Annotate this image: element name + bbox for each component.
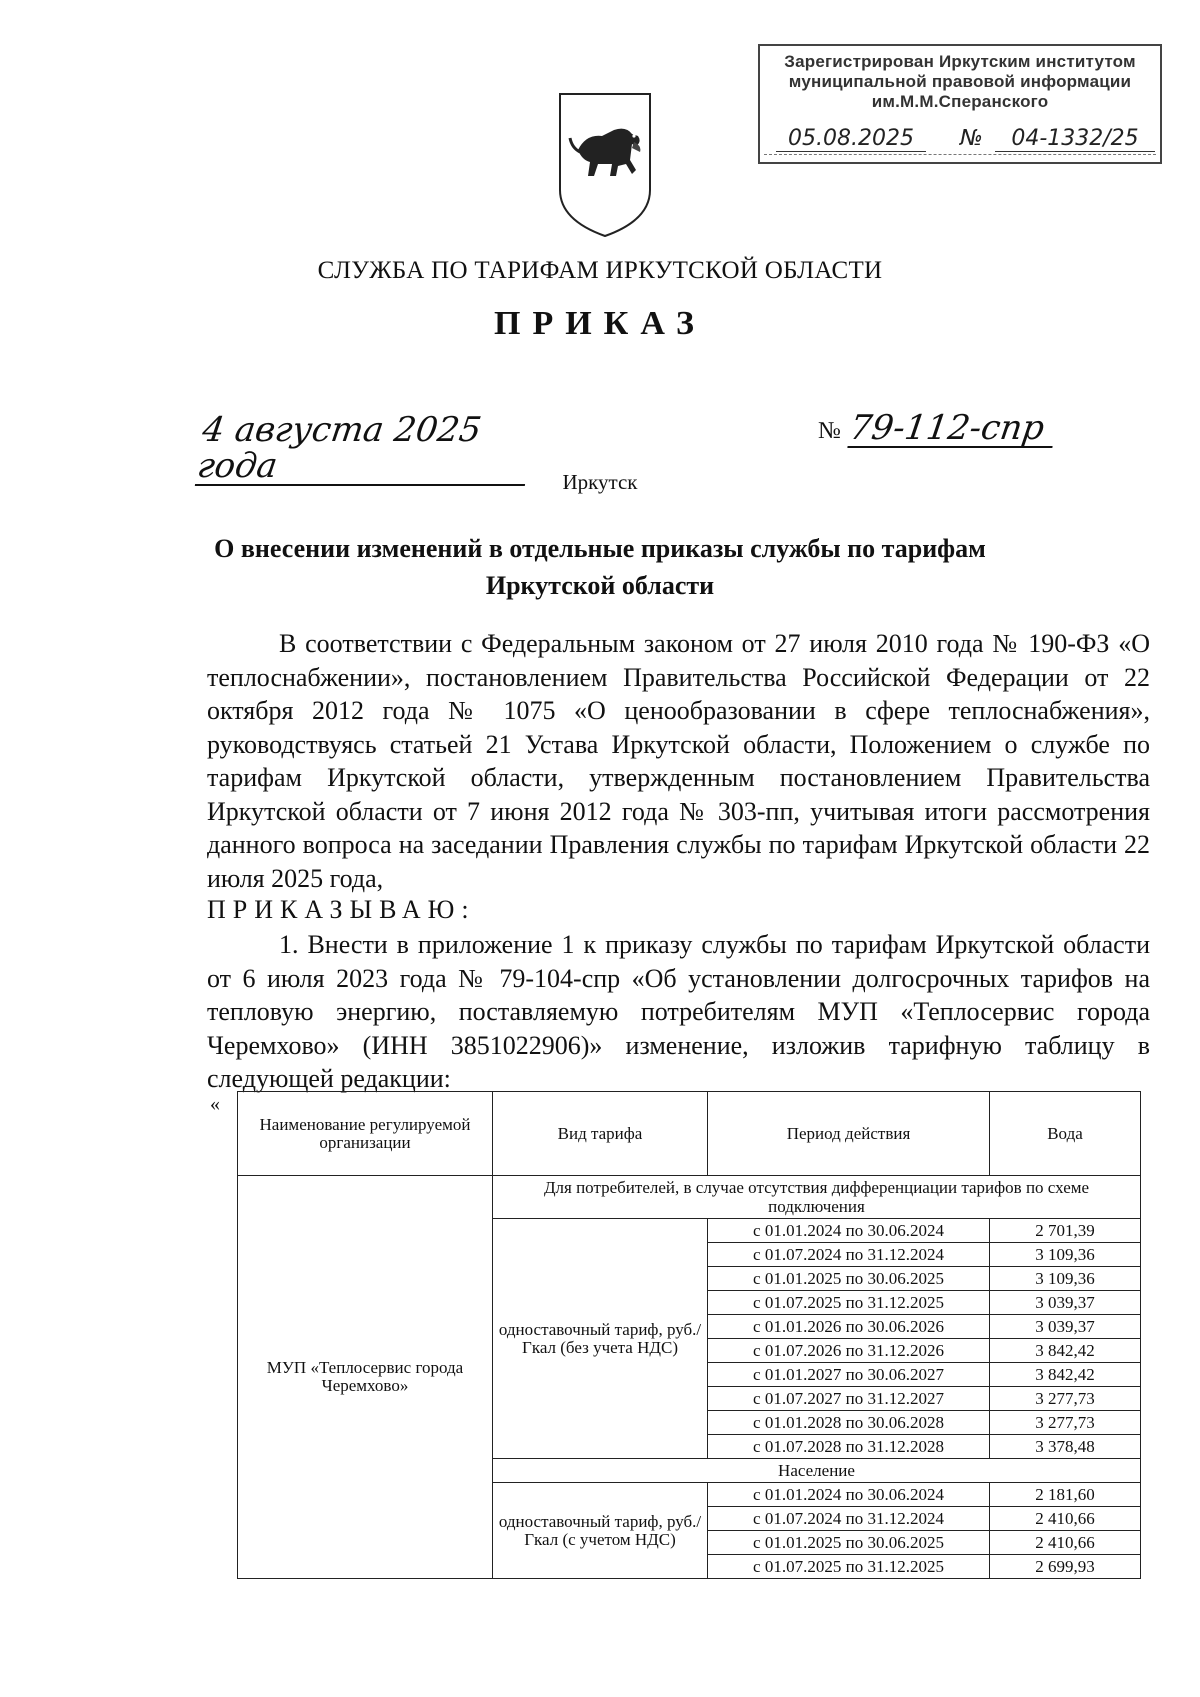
value-cell: 2 701,39 [990, 1219, 1141, 1243]
header-water: Вода [990, 1092, 1141, 1176]
value-cell: 2 181,60 [990, 1483, 1141, 1507]
group1-tariff-kind: одноставочный тариф, руб./Гкал (без учета НДС) [493, 1219, 708, 1459]
org-name-cell: МУП «Теплосервис города Черемхово» [238, 1176, 493, 1579]
group2-tariff-kind: одноставочный тариф, руб./Гкал (с учетом НДС) [493, 1483, 708, 1579]
value-cell: 3 109,36 [990, 1267, 1141, 1291]
opening-quote: « [210, 1093, 220, 1115]
period-cell: с 01.07.2025 по 31.12.2025 [708, 1291, 990, 1315]
header-tariff-kind: Вид тарифа [493, 1092, 708, 1176]
table-header-row [238, 1092, 1141, 1176]
period-cell: с 01.07.2028 по 31.12.2028 [708, 1435, 990, 1459]
agency-name: СЛУЖБА ПО ТАРИФАМ ИРКУТСКОЙ ОБЛАСТИ [317, 257, 883, 284]
coat-of-arms-emblem [556, 90, 654, 240]
group-2-label: Население [493, 1459, 1141, 1483]
value-cell: 3 039,37 [990, 1291, 1141, 1315]
stamp-line-1: Зарегистрирован Иркутским институтом [784, 52, 1136, 71]
period-cell: с 01.01.2025 по 30.06.2025 [708, 1267, 990, 1291]
period-cell: с 01.07.2026 по 31.12.2026 [708, 1339, 990, 1363]
period-cell: с 01.07.2025 по 31.12.2025 [708, 1555, 990, 1579]
value-cell: 3 842,42 [990, 1363, 1141, 1387]
period-cell: с 01.01.2024 по 30.06.2024 [708, 1219, 990, 1243]
tariff-table [237, 1091, 1141, 1579]
order-date: 4 августа 2025 года [195, 412, 535, 486]
period-cell: с 01.07.2024 по 31.12.2024 [708, 1243, 990, 1267]
value-cell: 3 109,36 [990, 1243, 1141, 1267]
stamp-line-2: муниципальной правовой информации [788, 72, 1132, 91]
stamp-number-label: № [960, 126, 983, 151]
value-cell: 2 410,66 [990, 1531, 1141, 1555]
document-title: О внесении изменений в отдельные приказы службы по тарифам Иркутской области [214, 534, 986, 600]
group-1-label: Для потребителей, в случае отсутствия дифференциации тарифов по схеме подключения [493, 1176, 1141, 1219]
period-cell: с 01.01.2025 по 30.06.2025 [708, 1531, 990, 1555]
period-cell: с 01.01.2028 по 30.06.2028 [708, 1411, 990, 1435]
value-cell: 3 378,48 [990, 1435, 1141, 1459]
period-cell: с 01.01.2027 по 30.06.2027 [708, 1363, 990, 1387]
value-cell: 2 410,66 [990, 1507, 1141, 1531]
period-cell: с 01.07.2024 по 31.12.2024 [708, 1507, 990, 1531]
order-number: 79-112-спр [847, 410, 1057, 448]
registration-stamp [758, 44, 1162, 164]
period-cell: с 01.01.2024 по 30.06.2024 [708, 1483, 990, 1507]
decree-word: ПРИКАЗЫВАЮ: [207, 895, 476, 924]
value-cell: 3 842,42 [990, 1339, 1141, 1363]
stamp-line-3: им.М.М.Сперанского [871, 92, 1049, 111]
value-cell: 3 039,37 [990, 1315, 1141, 1339]
city: Иркутск [562, 470, 638, 494]
value-cell: 2 699,93 [990, 1555, 1141, 1579]
stamp-number: 04-1332/25 [995, 126, 1155, 152]
header-period: Период действия [708, 1092, 990, 1176]
order-number-label: № [818, 418, 841, 444]
group-row [238, 1176, 1141, 1219]
value-cell: 3 277,73 [990, 1411, 1141, 1435]
document-type: ПРИКАЗ [494, 305, 706, 342]
stamp-date: 05.08.2025 [776, 126, 926, 152]
period-cell: с 01.01.2026 по 30.06.2026 [708, 1315, 990, 1339]
clause-1-paragraph: 1. Внести в приложение 1 к приказу службы по тарифам Иркутской области от 6 июля 2023 года № 79-104-спр «Об установлении долгосрочных тарифов на тепловую энергию, поставляемую потребителям МУП «Теплосервис города Черемхово» (ИНН 3851022906)» изменение, изложив тарифную таблицу в следующей редакции: [207, 930, 1150, 1093]
preamble-paragraph: В соответствии с Федеральным законом от 27 июля 2010 года № 190-ФЗ «О теплоснабжении», постановлением Правительства Российской Федерации от 22 октября 2012 года № 1075 «О ценообразовании в сфере теплоснабжения», руководствуясь статьей 21 Устава Иркутской области, Положением о службе по тарифам Иркутской области, утвержденным постановлением Правительства Иркутской области от 7 июня 2012 года № 303-пп, учитывая итоги рассмотрения данного вопроса на заседании Правления службы по тарифам Иркутской области 22 июля 2025 года, [207, 629, 1150, 893]
period-cell: с 01.07.2027 по 31.12.2027 [708, 1387, 990, 1411]
value-cell: 3 277,73 [990, 1387, 1141, 1411]
header-org: Наименование регулируемой организации [238, 1092, 493, 1176]
